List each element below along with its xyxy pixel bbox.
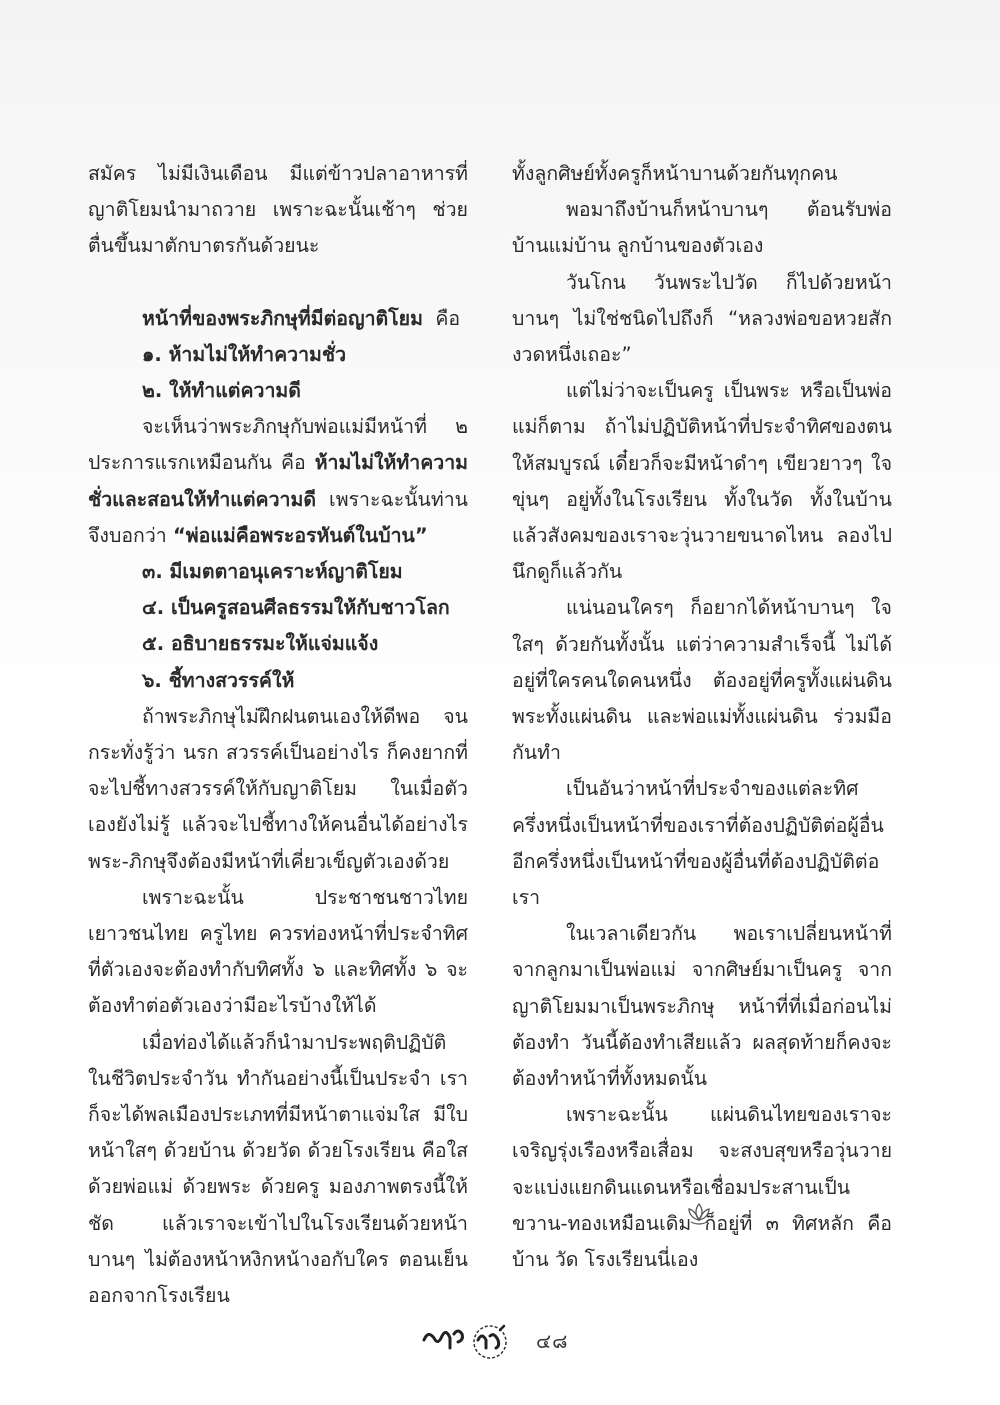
left-paragraph-5: เมื่อท่องได้แล้วก็นำมาประพฤติปฏิบัติในชีวิตประจำวัน ทำกันอย่างนี้เป็นประจำ เราก็จะได้พลเมืองประเภทที่มีหน้าตาแจ่มใส มีใบหน้าใสๆ ด้วยบ้าน ด้วยวัด ด้วยโรงเรียน คือใสด้วยพ่อแม่ ด้วยพระ ด้วยครู มองภาพตรงนี้ให้ชัด แล้วเราจะเข้าไปในโรงเรียนด้วยหน้าบานๆ ไม่ต้องหน้าหงิกหน้างอกับใคร ตอนเย็นออกจากโรงเรียน [88, 1030, 468, 1308]
p2-text-c: เพราะฉะนั้นท่านจึงบอกว่า [88, 487, 468, 547]
right-column [512, 156, 892, 1278]
left-paragraph-4: เพราะฉะนั้น ประชาชนชาวไทย เยาวชนไทย ครูไทย ควรท่องหน้าที่ประจำทิศที่ตัวเองจะต้องทำกับทิศทั้ง ๖ และทิศทั้ง ๖ จะต้องทำต่อตัวเองว่ามีอะไรบ้างให้ได้ [88, 885, 468, 1018]
page-footer [420, 1316, 600, 1366]
right-paragraph-7: ในเวลาเดียวกัน พอเราเปลี่ยนหน้าที่จากลูกมาเป็นพ่อแม่ จากศิษย์มาเป็นครู จากญาติโยมมาเป็นพระภิกษุ หน้าที่ที่เมื่อก่อนไม่ต้องทำ วันนี้ต้องทำเสียแล้ว ผลสุดท้ายก็คงจะต้องทำหน้าที่ทั้งหมดนั้น [512, 922, 892, 1091]
left-column [88, 156, 468, 1314]
right-paragraph-5: แน่นอนใครๆ ก็อยากได้หน้าบานๆ ใจใสๆ ด้วยกันทั้งนั้น แต่ว่าความสำเร็จนี้ ไม่ได้อยู่ที่ใครคนใดคนหนึ่ง ต้องอยู่ที่ครูทั้งแผ่นดิน พระทั้งแผ่นดิน และพ่อแม่ทั้งแผ่นดิน ร่วมมือกันทำ [512, 596, 892, 765]
left-paragraph-3: ถ้าพระภิกษุไม่ฝึกฝนตนเองให้ดีพอ จนกระทั่งรู้ว่า นรก สวรรค์เป็นอย่างไร ก็คงยากที่จะไปชี้ทางสวรรค์ให้กับญาติโยม ในเมื่อตัวเองยังไม่รู้ แล้วจะไปชี้ทางให้คนอื่นได้อย่างไร พระ-ภิกษุจึงต้องมีหน้าที่เคี่ยวเข็ญตัวเองด้วย [88, 704, 468, 873]
footer-logo-icon [420, 1318, 530, 1364]
left-paragraph-1: สมัคร ไม่มีเงินเดือน มีแต่ข้าวปลาอาหารที่ญาติโยมนำมาถวาย เพราะฉะนั้นเช้าๆ ช่วยตื่นขึ้นมาตักบาตรกันด้วยนะ [88, 162, 468, 258]
lotus-ornament-icon [684, 1198, 714, 1228]
right-paragraph-6: เป็นอันว่าหน้าที่ประจำของแต่ละทิศ ครึ่งหนึ่งเป็นหน้าที่ของเราที่ต้องปฏิบัติต่อผู้อื่น อีกครึ่งหนึ่งเป็นหน้าที่ของผู้อื่นที่ต้องปฏิบัติต่อเรา [512, 777, 884, 910]
page-number: ๔๘ [536, 1329, 569, 1353]
section-heading-bold: หน้าที่ของพระภิกษุที่มีต่อญาติโยม [142, 306, 423, 330]
p2-bold-b: ห้ามไม่ให้ทำความชั่วและสอนให้ทำแต่ความดี [88, 451, 468, 511]
section-heading [88, 301, 468, 337]
section-heading-tail: คือ [435, 306, 461, 330]
left-paragraph-2 [88, 409, 468, 554]
right-paragraph-8: เพราะฉะนั้น แผ่นดินไทยของเราจะเจริญรุ่งเรืองหรือเสื่อม จะสงบสุขหรือวุ่นวาย จะแบ่งแยกดินแดนหรือเชื่อมประสานเป็นขวาน-ทองเหมือนเดิม ก็อยู่ที่ ๓ ทิศหลัก คือ บ้าน วัด โรงเรียนนี่เอง [512, 1103, 892, 1272]
duty-item-3: ๓. มีเมตตาอนุเคราะห์ญาติโยม [142, 560, 403, 584]
right-paragraph-1: ทั้งลูกศิษย์ทั้งครูก็หน้าบานด้วยกันทุกคน [512, 162, 838, 185]
duty-item-1: ๑. ห้ามไม่ให้ทำความชั่ว [142, 342, 347, 366]
right-paragraph-4: แต่ไม่ว่าจะเป็นครู เป็นพระ หรือเป็นพ่อแม่ก็ตาม ถ้าไม่ปฏิบัติหน้าที่ประจำทิศของตนให้สมบูรณ์ เดี๋ยวก็จะมีหน้าดำๆ เขียวยาวๆ ใจขุ่นๆ อยู่ทั้งในโรงเรียน ทั้งในวัด ทั้งในบ้าน แล้วสังคมของเราจะวุ่นวายขนาดไหน ลองไปนึกดูก็แล้วกัน [512, 379, 892, 584]
duty-item-4: ๔. เป็นครูสอนศีลธรรมให้กับชาวโลก [142, 596, 450, 620]
section-gap [88, 265, 468, 301]
duty-item-2: ๒. ให้ทำแต่ความดี [142, 379, 301, 403]
right-paragraph-3: วันโกน วันพระไปวัด ก็ไปด้วยหน้าบานๆ ไม่ใช่ชนิดไปถึงก็ “หลวงพ่อขอหวยสักงวดหนึ่งเถอะ” [512, 270, 892, 367]
p2-text-a: จะเห็นว่าพระภิกษุกับพ่อแม่มีหน้าที่ ๒ ประการแรกเหมือนกัน คือ [88, 415, 468, 475]
duty-item-6: ๖. ชี้ทางสวรรค์ให้ [142, 668, 295, 692]
p2-bold-quote: “พ่อแม่คือพระอรหันต์ในบ้าน” [172, 523, 428, 547]
duty-item-5: ๕. อธิบายธรรมะให้แจ่มแจ้ง [142, 632, 379, 656]
right-paragraph-2: พอมาถึงบ้านก็หน้าบานๆ ต้อนรับพ่อบ้านแม่บ้าน ลูกบ้านของตัวเอง [512, 198, 892, 258]
